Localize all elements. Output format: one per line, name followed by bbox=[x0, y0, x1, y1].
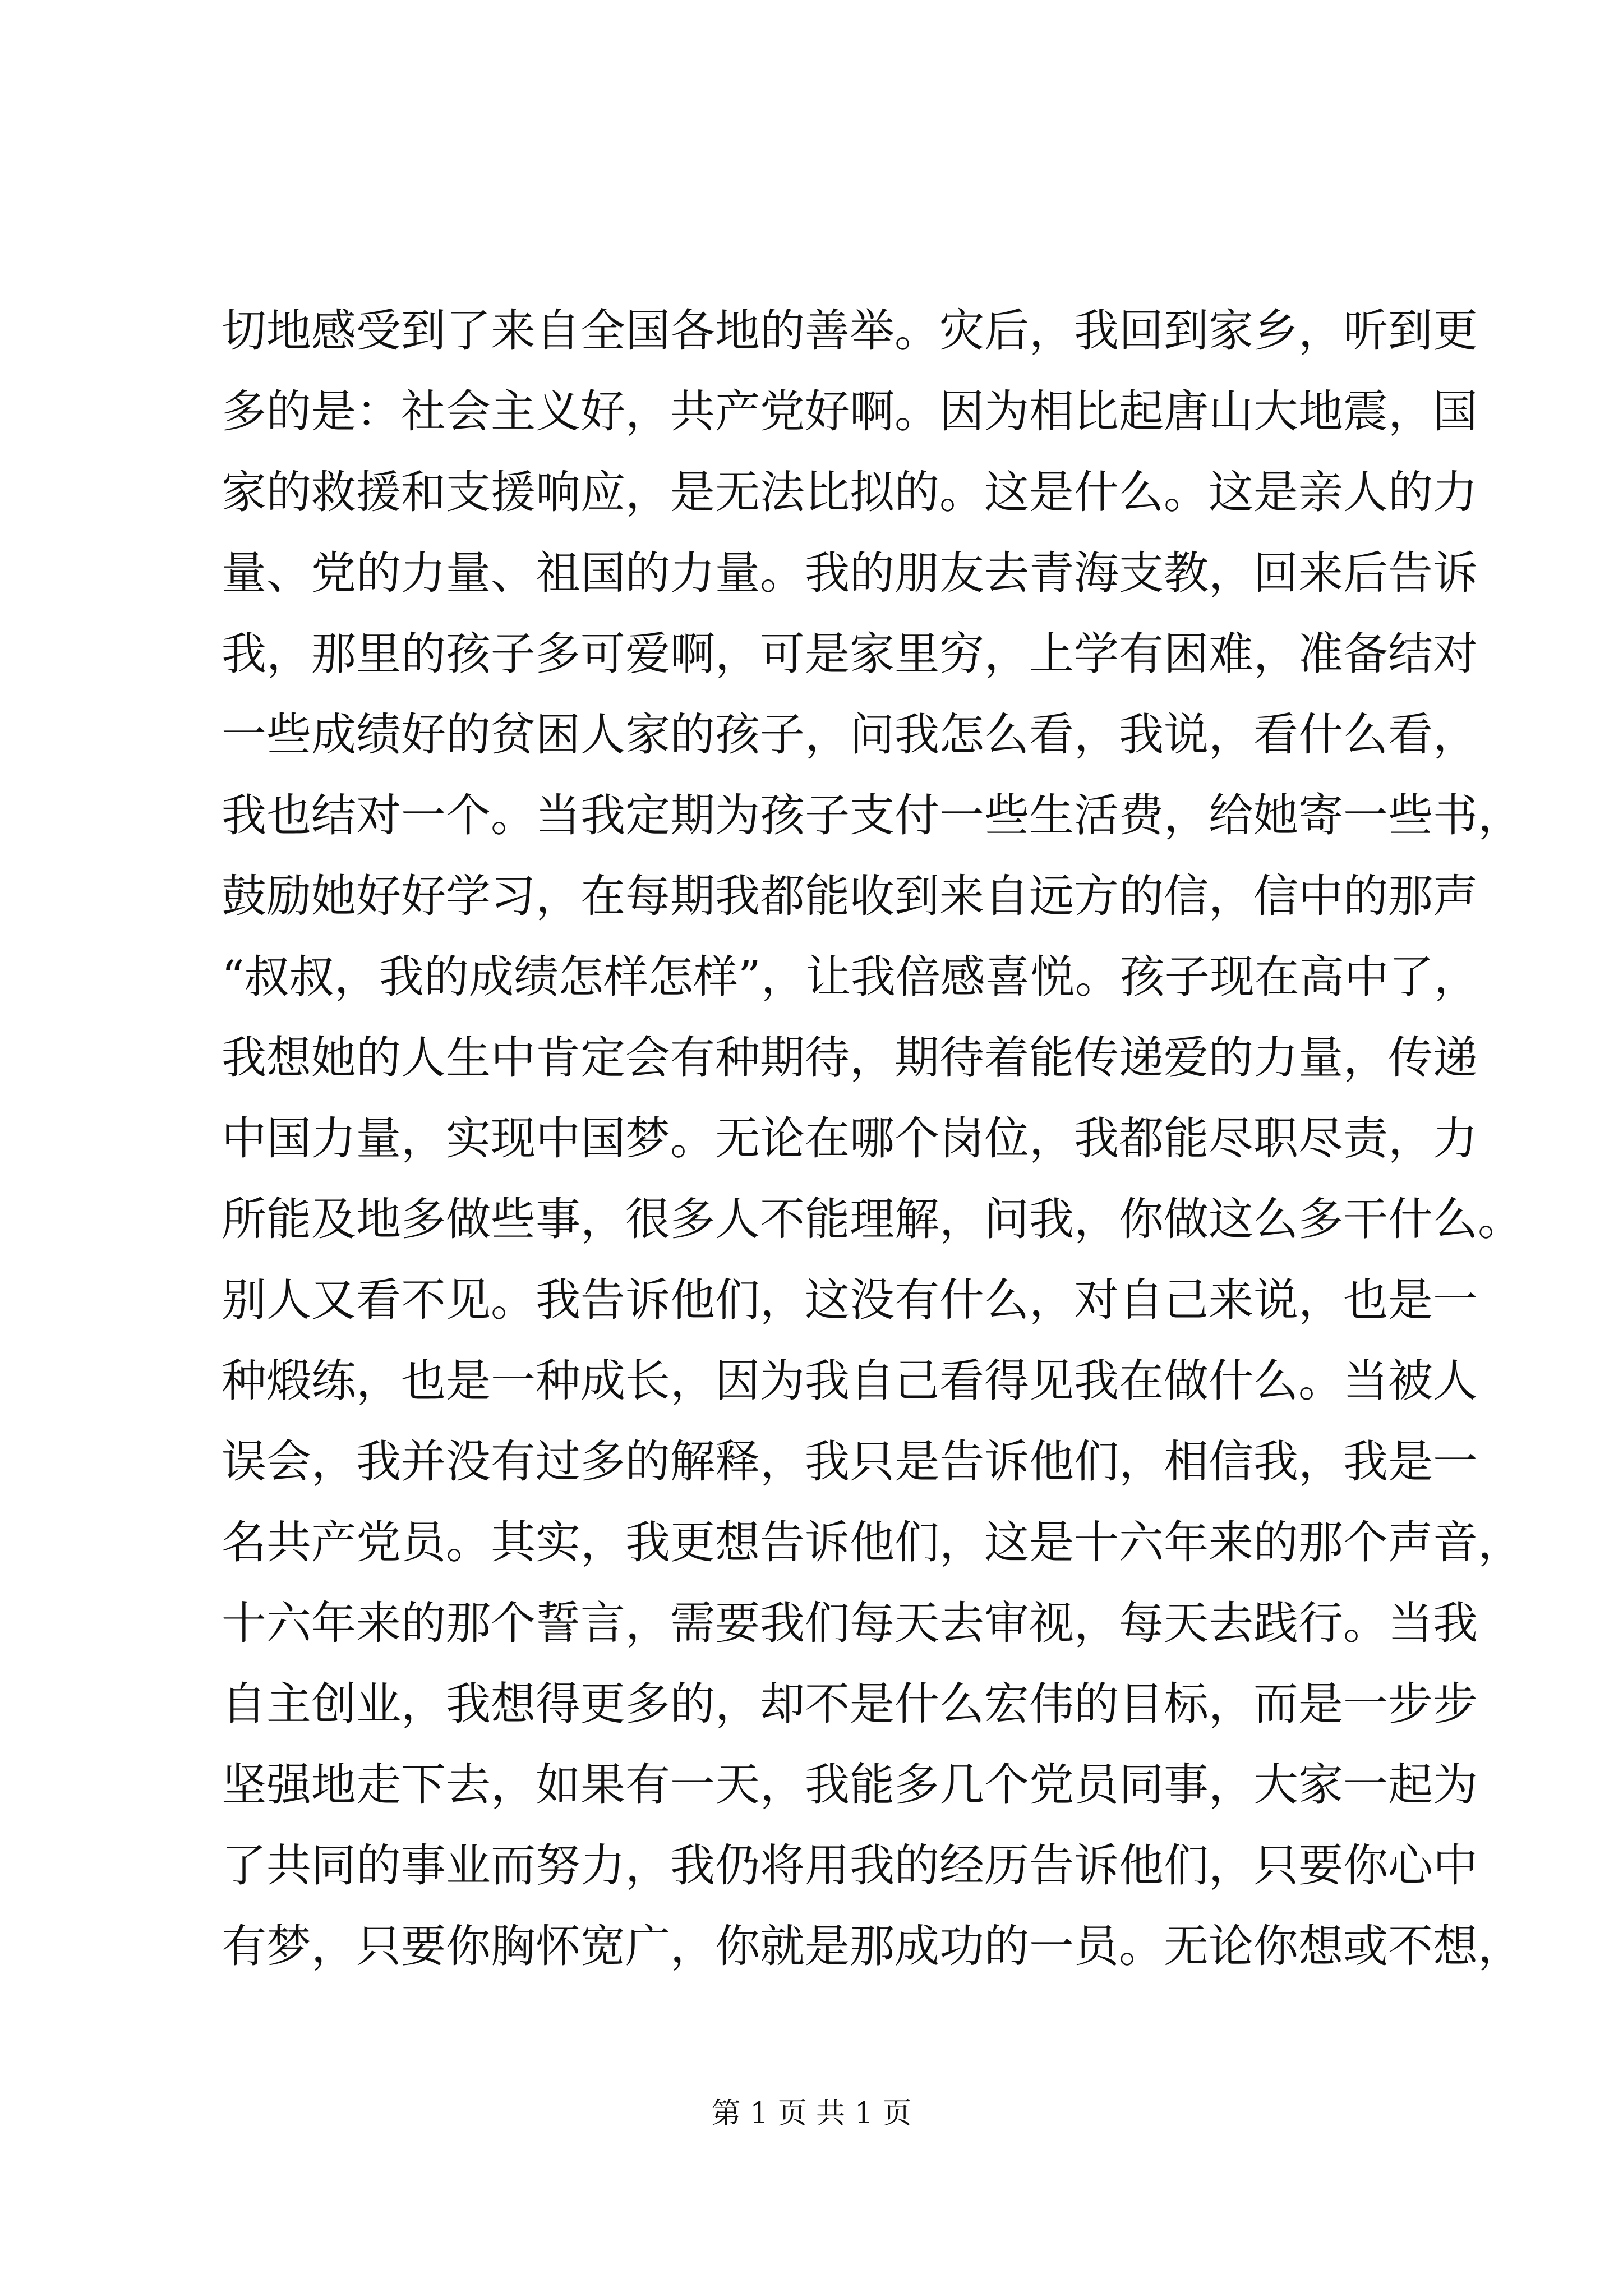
text-line: 十六年来的那个誓言，需要我们每天去审视，每天去践行。当我 bbox=[222, 1597, 1478, 1649]
text-line: 名共产党员。其实，我更想告诉他们，这是十六年来的那个声音， bbox=[222, 1516, 1523, 1568]
text-line: 量、党的力量、祖国的力量。我的朋友去青海支教，回来后告诉 bbox=[222, 547, 1478, 599]
text-line: 鼓励她好好学习，在每期我都能收到来自远方的信，信中的那声 bbox=[222, 870, 1478, 922]
text-line: 一些成绩好的贫困人家的孩子，问我怎么看，我说，看什么看， bbox=[222, 708, 1478, 761]
body-text bbox=[222, 291, 1623, 1987]
text-line: 我想她的人生中肯定会有种期待，期待着能传递爱的力量，传递 bbox=[222, 1032, 1478, 1084]
text-line: 误会，我并没有过多的解释，我只是告诉他们，相信我，我是一 bbox=[222, 1435, 1478, 1488]
text-line: 自主创业，我想得更多的，却不是什么宏伟的目标，而是一步步 bbox=[222, 1678, 1478, 1730]
text-line: 切地感受到了来自全国各地的善举。灾后，我回到家乡，听到更 bbox=[222, 305, 1478, 357]
text-line: “叔叔，我的成绩怎样怎样”，让我倍感喜悦。孩子现在高中了， bbox=[222, 951, 1479, 1003]
text-line: 种煅练，也是一种成长，因为我自己看得见我在做什么。当被人 bbox=[222, 1355, 1478, 1407]
text-line: 有梦，只要你胸怀宽广，你就是那成功的一员。无论你想或不想， bbox=[222, 1920, 1523, 1972]
text-line: 我也结对一个。当我定期为孩子支付一些生活费，给她寄一些书， bbox=[222, 789, 1523, 841]
text-line: 坚强地走下去，如果有一天，我能多几个党员同事，大家一起为 bbox=[222, 1759, 1478, 1811]
text-line: 了共同的事业而努力，我仍将用我的经历告诉他们，只要你心中 bbox=[222, 1839, 1478, 1892]
text-line: 我，那里的孩子多可爱啊，可是家里穷，上学有困难，准备结对 bbox=[222, 628, 1478, 680]
text-line: 别人又看不见。我告诉他们，这没有什么，对自己来说，也是一 bbox=[222, 1274, 1478, 1326]
page-number: 第 1 页 共 1 页 bbox=[711, 2097, 912, 2131]
text-line: 中国力量，实现中国梦。无论在哪个岗位，我都能尽职尽责，力 bbox=[222, 1112, 1478, 1165]
text-line: 家的救援和支援响应，是无法比拟的。这是什么。这是亲人的力 bbox=[222, 466, 1478, 518]
text-line: 多的是：社会主义好，共产党好啊。因为相比起唐山大地震，国 bbox=[222, 385, 1478, 438]
page-footer bbox=[0, 2091, 1623, 2136]
text-line: 所能及地多做些事，很多人不能理解，问我，你做这么多干什么。 bbox=[222, 1193, 1523, 1245]
